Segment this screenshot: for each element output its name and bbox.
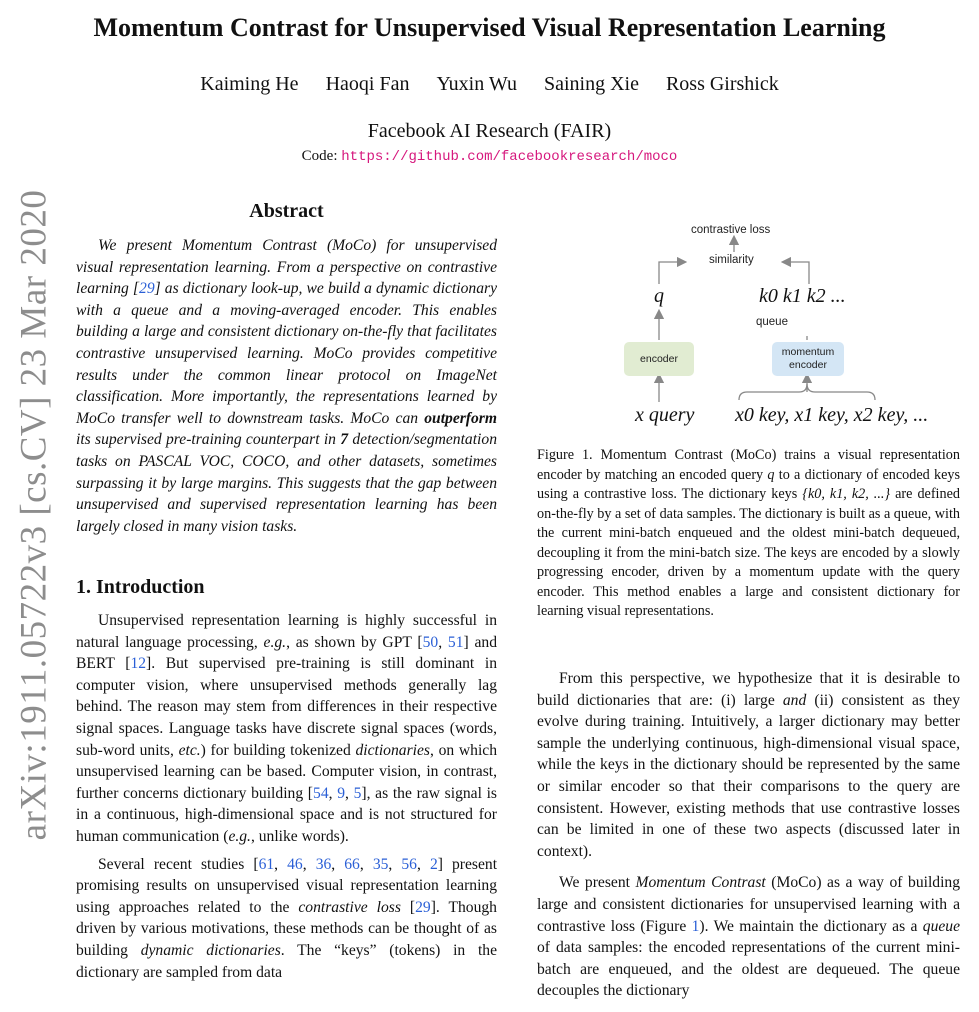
author-name: Haoqi Fan [325, 73, 410, 95]
abstract-text: detection/segmentation tasks on PASCAL VOC, COCO, and other datasets, sometimes surpassing it by large margins. This suggests that the gap between unsupervised and supervised representation learning has been largely closed in many vision tasks. [76, 431, 497, 535]
text-italic: contrastive loss [298, 898, 401, 916]
abstract-text: its supervised pre-training counterpart in [76, 431, 341, 449]
text: Unsupervised representation learning is highly successful in natural language processing, [76, 612, 497, 651]
text-italic: etc. [178, 741, 201, 759]
keys-symbols [759, 285, 846, 308]
text: (ii) consistent as they evolve during training. Intuitively, a larger dictionary may better sample the underlying continuous, high-dimensional visual space, while the keys in the dictionary should be represented by the same or similar encoder so that their comparisons to the query are consistent. However, existing methods that use contrastive losses can be limited in one of these two aspects (discussed later in context). [537, 691, 960, 860]
author-name: Saining Xie [543, 73, 639, 95]
author-name: Yuxin Wu [436, 73, 517, 95]
text: , as shown by GPT [ [286, 633, 423, 651]
arrow-keys-to-similarity [786, 262, 809, 284]
citation-link[interactable]: 46 [287, 855, 303, 873]
citation-link[interactable]: 66 [344, 855, 360, 873]
caption-math: {k0, k1, k2, ...} [802, 486, 891, 502]
paper-title: Momentum Contrast for Unsupervised Visual Representation Learning [93, 13, 886, 42]
code-label: Code: [301, 148, 338, 164]
arrow-q-to-similarity [659, 262, 682, 284]
emphasis: outperform [424, 409, 497, 427]
x-query-symbol [635, 404, 694, 427]
text: From this perspective, we hypothesize that it is desirable to build dictionaries that are: (i) large [537, 670, 960, 709]
text: ] present promising results on unsupervised visual representation learning using approaches related to the [76, 855, 498, 916]
figure-reference-link[interactable]: 1 [691, 917, 700, 935]
citation-link[interactable]: 12 [130, 655, 147, 673]
x-keys-symbols [735, 404, 928, 427]
text: , on which unsupervised learning can be based. Computer vision, in contrast, further concerns dictionary building [ [76, 741, 497, 802]
text: ] and BERT [ [76, 633, 498, 673]
keys-text: k0 k1 k2 ... [759, 285, 846, 307]
citation-link[interactable]: 29 [139, 280, 155, 298]
momentum-encoder-box [772, 342, 844, 376]
citation-link[interactable]: 35 [372, 855, 389, 873]
text: of data samples: the encoded representations of the current mini-batch are enqueued, and the oldest are dequeued. The queue decouples the dictionary [537, 939, 960, 1000]
caption-text: to a dictionary of encoded keys using a contrastive loss. The dictionary keys [537, 466, 960, 502]
citation-link[interactable]: 2 [429, 855, 438, 873]
author-name: Kaiming He [200, 73, 299, 95]
paragraph: Several recent studies [61, 46, 36, 66, 35, 56, 2] present promising results on unsupervised visual representation learning using approaches related to the contrastive loss [29]. Though driven by various motivations, these methods can be thought of as building dynamic dictionaries. The “keys” (tokens) in the dictionary are sampled from data [76, 855, 498, 981]
affiliation: Facebook AI Research (FAIR) [367, 120, 612, 142]
text-italic: Momentum Contrast [635, 874, 766, 892]
text: ) for building tokenized [200, 741, 356, 759]
text: ). We maintain the dictionary as a [699, 917, 923, 935]
encoder-box [624, 342, 694, 376]
text: . The “keys” (tokens) in the dictionary are sampled from data [76, 941, 497, 981]
text: ]. But supervised pre-training is still dominant in computer vision, where unsupervised methods generally lag behind. The reason may stem from differences in their respective signal spaces. Language tasks have discrete signal spaces (words, sub-word units, [76, 655, 497, 759]
text: ]. Though driven by various motivations, these methods can be thought of as building [76, 898, 497, 959]
caption-text: Figure 1. Momentum Contrast (MoCo) trains a visual representation encoder by matching an encoded query [537, 447, 960, 483]
abstract-heading: Abstract [249, 200, 324, 222]
paragraph [537, 872, 960, 1002]
momentum-encoder-label: momentum encoder [781, 346, 835, 371]
section-heading-introduction: 1. Introduction [76, 576, 205, 598]
text-italic: e.g. [228, 827, 251, 845]
code-line [0, 148, 979, 165]
text-italic: dictionaries [355, 741, 430, 759]
text: , [328, 784, 338, 802]
queue-label: queue [756, 316, 788, 328]
code-url-link[interactable]: https://github.com/facebookresearch/moco [341, 149, 678, 165]
arxiv-stamp [4, 189, 64, 841]
citation-link[interactable]: 36 [315, 855, 332, 873]
paragraph [76, 610, 497, 848]
author-list [0, 73, 979, 96]
caption-math: q [767, 466, 775, 483]
similarity-label: similarity [709, 254, 754, 266]
citation-link[interactable]: 56 [401, 855, 417, 873]
query-symbol: q [654, 285, 664, 307]
text: , [345, 784, 354, 802]
text-italic: e.g. [263, 633, 287, 651]
text-italic: dynamic dictionaries [140, 941, 281, 959]
arxiv-identifier: arXiv:1911.05722v3 [cs.CV] 23 Mar 2020 [13, 189, 55, 841]
x-keys-text: x0 key, x1 key, x2 key, ... [735, 404, 929, 426]
introduction-body [76, 610, 497, 989]
abstract-body [76, 235, 497, 537]
citation-link[interactable]: 51 [447, 633, 464, 651]
text-italic: queue [922, 917, 961, 935]
citation-link[interactable]: 61 [258, 855, 275, 873]
figure-1-caption [537, 446, 960, 622]
citation-link[interactable]: 9 [337, 784, 345, 802]
paragraph [537, 668, 960, 862]
citation-link[interactable]: 54 [313, 784, 329, 802]
x-query-text: x query [635, 404, 695, 426]
figure-1-diagram [537, 212, 960, 442]
right-column-body [537, 668, 960, 1012]
text: We present [559, 874, 636, 892]
text: , unlike words). [250, 827, 349, 845]
citation-link[interactable]: 50 [422, 633, 439, 651]
caption-text: are defined on-the-fly by a set of data samples. The dictionary is built as a queue, with the current mini-batch enqueued and the oldest mini-batch dequeued, decoupling it from the mini-batch size. The keys are encoded by a slowly progressing encoder, driven by a momentum update with the query encoder. This method enables a large and consistent dictionary for learning visual representations. [537, 486, 960, 619]
encoder-label: encoder [640, 352, 678, 365]
text: (MoCo) as a way of building large and consistent dictionaries for unsupervised learning with a contrastive loss (Figure [537, 874, 960, 935]
text: Several recent studies [ [98, 855, 259, 873]
author-name: Ross Girshick [665, 73, 779, 95]
citation-link[interactable]: 29 [415, 898, 431, 916]
text: ], as the raw signal is in a continuous, high-dimensional space and is not structured for human communication ( [76, 784, 498, 845]
text: [ [400, 898, 416, 916]
text: , [438, 633, 448, 651]
emphasis: 7 [340, 431, 349, 449]
abstract-text: ] as dictionary look-up, we build a dynamic dictionary with a queue and a moving-averaged encoder. This enables building a large and consistent dictionary on-the-fly that facilitates contrastive unsupervised learning. MoCo provides competitive results under the common linear protocol on ImageNet classification. More importantly, the representations learned by MoCo transfer well to downstream tasks. MoCo can [76, 280, 497, 427]
contrastive-loss-label: contrastive loss [691, 224, 771, 236]
text-italic: and [782, 691, 807, 709]
citation-link[interactable]: 5 [353, 784, 362, 802]
abstract-text: We present Momentum Contrast (MoCo) for unsupervised visual representation learning. From a perspective on contrastive learning [ [76, 237, 497, 298]
